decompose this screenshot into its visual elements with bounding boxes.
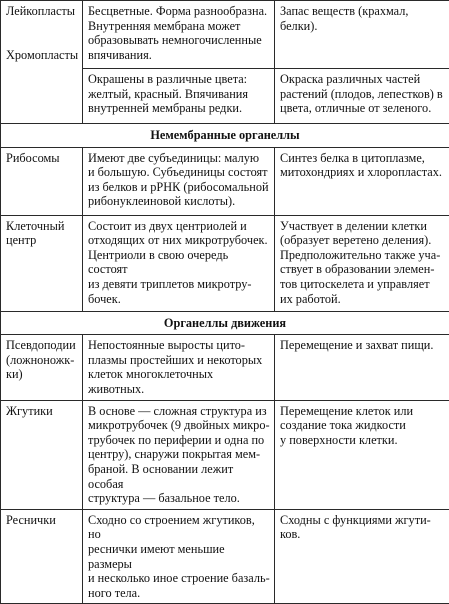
structure-text: Бесцветные. Форма разнообразна. Внутренняя мембрана может образовывать немногочисленные впячивания.	[88, 4, 270, 62]
structure-cell	[83, 509, 275, 604]
function-text: Перемещение клеток или создание тока жидкости у поверхности клетки.	[280, 404, 445, 448]
structure-text: Окрашены в различные цвета: желтый, красный. Впячивания внутренней мембраны редки.	[88, 72, 270, 116]
table-row	[1, 509, 449, 604]
table-row	[1, 1, 449, 69]
section-header-row	[1, 124, 449, 148]
function-cell	[275, 509, 449, 604]
function-text: Перемещение и захват пищи.	[280, 338, 445, 353]
organelle-name: Псевдоподии (ложноножк- ки)	[6, 338, 78, 382]
section-header-row	[1, 311, 449, 335]
organelle-name-cell	[1, 147, 83, 215]
structure-text: Сходно со строением жгутиков, но реснички имеют меньшие размеры и несколько иное строение базаль- ного тела.	[88, 513, 270, 601]
structure-text: Состоит из двух центриолей и отходящих от них микротрубочек. Центриоли в свою очередь состоят из девяти триплетов микротру- бочек.	[88, 219, 270, 307]
function-cell	[275, 147, 449, 215]
structure-cell	[83, 215, 275, 311]
section-title-movement: Органеллы движения	[1, 311, 449, 335]
organelle-name-cell	[1, 335, 83, 400]
organelle-name-cell	[1, 215, 83, 311]
function-cell	[275, 69, 449, 124]
function-cell	[275, 1, 449, 69]
organelle-name-cell	[1, 1, 83, 124]
table-row	[1, 147, 449, 215]
function-text: Запас веществ (крахмал, белки).	[280, 4, 445, 33]
function-text: Сходны с функциями жгути- ков.	[280, 513, 445, 542]
function-text: Синтез белка в цитоплазме, митохондриях и хлоропластах.	[280, 151, 445, 180]
function-cell	[275, 335, 449, 400]
organelle-name-cell	[1, 509, 83, 604]
structure-cell	[83, 400, 275, 509]
function-text: Участвует в делении клетки (образует веретено деления). Предположительно также уча- ствует в образовании элемен- тов цитоскелета и управляет их работой.	[280, 219, 445, 307]
structure-text: Имеют две субъединицы: малую и большую. Субъединицы состоят из белков и рРНК (рибосомальной рибонуклеиновой кислоты).	[88, 151, 270, 209]
structure-cell	[83, 1, 275, 69]
structure-text: В основе — сложная структура из микротрубочек (9 двойных микро- трубочек по периферии и одна по центру), снаружи покрытая мем- браной. В основании лежит особая структура — базальное тело.	[88, 404, 270, 506]
function-cell	[275, 215, 449, 311]
structure-cell	[83, 69, 275, 124]
structure-cell	[83, 335, 275, 400]
table-row	[1, 400, 449, 509]
section-title-nonmembrane: Немембранные органеллы	[1, 124, 449, 148]
organelle-name: Лейкопласты Хромопласты	[6, 4, 78, 62]
organelle-name: Реснички	[6, 513, 78, 528]
table-row	[1, 335, 449, 400]
table-row	[1, 215, 449, 311]
organelle-name: Рибосомы	[6, 151, 78, 166]
function-text: Окраска различных частей растений (плодов, лепестков) в цвета, отличные от зеленого.	[280, 72, 445, 116]
structure-text: Непостоянные выросты цито- плазмы простейших и некоторых клеток многоклеточных животных.	[88, 338, 270, 396]
organelle-name: Клеточный центр	[6, 219, 78, 248]
organelle-name: Жгутики	[6, 404, 78, 419]
organelle-name-cell	[1, 400, 83, 509]
structure-cell	[83, 147, 275, 215]
function-cell	[275, 400, 449, 509]
